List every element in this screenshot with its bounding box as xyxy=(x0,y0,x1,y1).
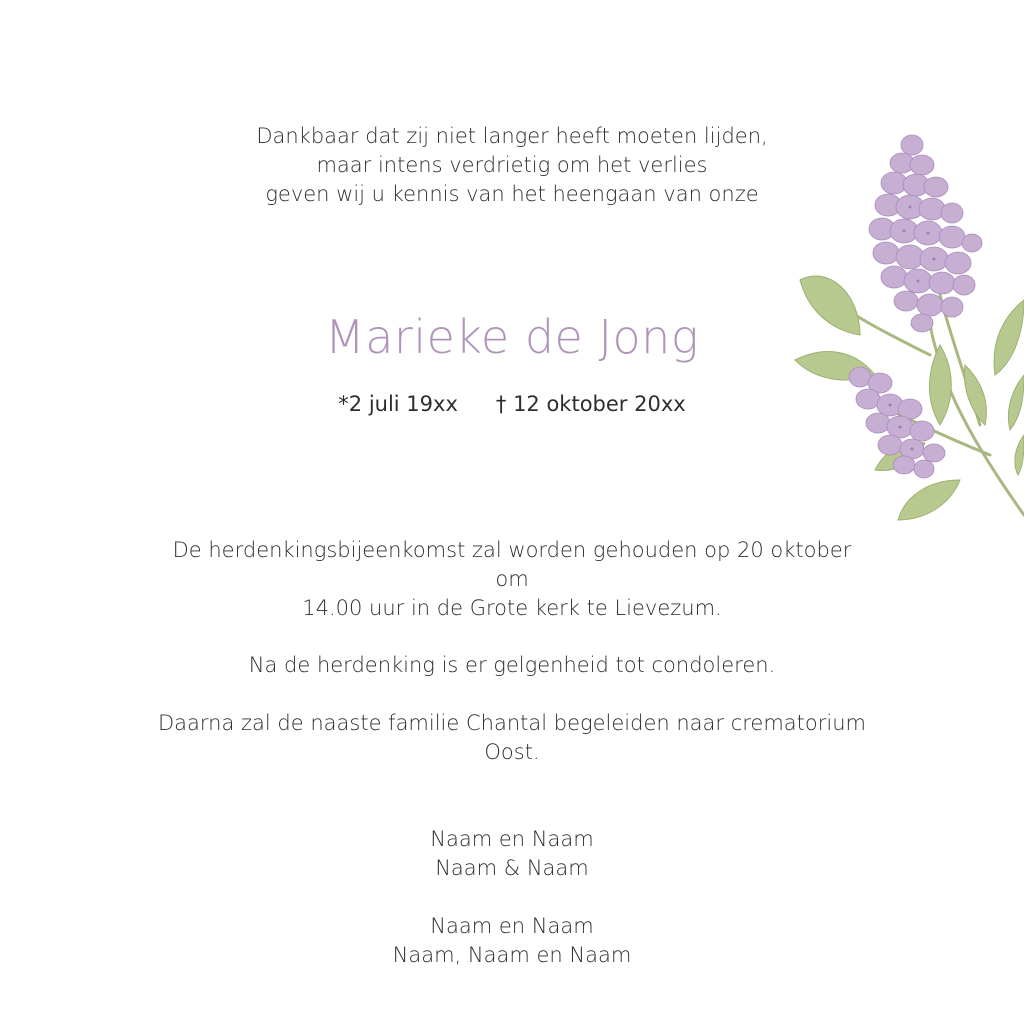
family-line: Naam en Naam xyxy=(430,827,594,851)
death-date: † 12 oktober 20xx xyxy=(495,392,686,416)
deceased-name: Marieke de Jong xyxy=(325,310,699,364)
family-group-2 xyxy=(0,912,1024,970)
intro-line-3: geven wij u kennis van het heengaan van onze xyxy=(265,182,759,206)
service-line-2: om xyxy=(495,567,529,591)
intro-line-2: maar intens verdrietig om het verlies xyxy=(316,153,708,177)
family-line: Naam en Naam xyxy=(430,914,594,938)
intro-line-1: Dankbaar dat zij niet langer heeft moeten lijden, xyxy=(256,124,768,148)
condolence-line: Na de herdenking is er gelgenheid tot condoleren. xyxy=(248,653,776,677)
condolence-note xyxy=(0,651,1024,680)
service-announcement xyxy=(142,536,882,623)
cremation-line-2: Oost. xyxy=(484,740,540,764)
birth-date: *2 juli 19xx xyxy=(338,392,458,416)
family-line: Naam, Naam en Naam xyxy=(392,943,632,967)
lilac-branch-illustration xyxy=(790,125,1024,530)
family-line: Naam & Naam xyxy=(435,856,589,880)
service-line-1: De herdenkingsbijeenkomst zal worden gehouden op 20 oktober xyxy=(172,538,852,562)
cremation-note xyxy=(142,709,882,767)
cremation-line-1: Daarna zal de naaste familie Chantal begeleiden naar crematorium xyxy=(158,711,866,735)
family-group-1 xyxy=(0,825,1024,883)
service-line-3: 14.00 uur in de Grote kerk te Lievezum. xyxy=(302,596,722,620)
